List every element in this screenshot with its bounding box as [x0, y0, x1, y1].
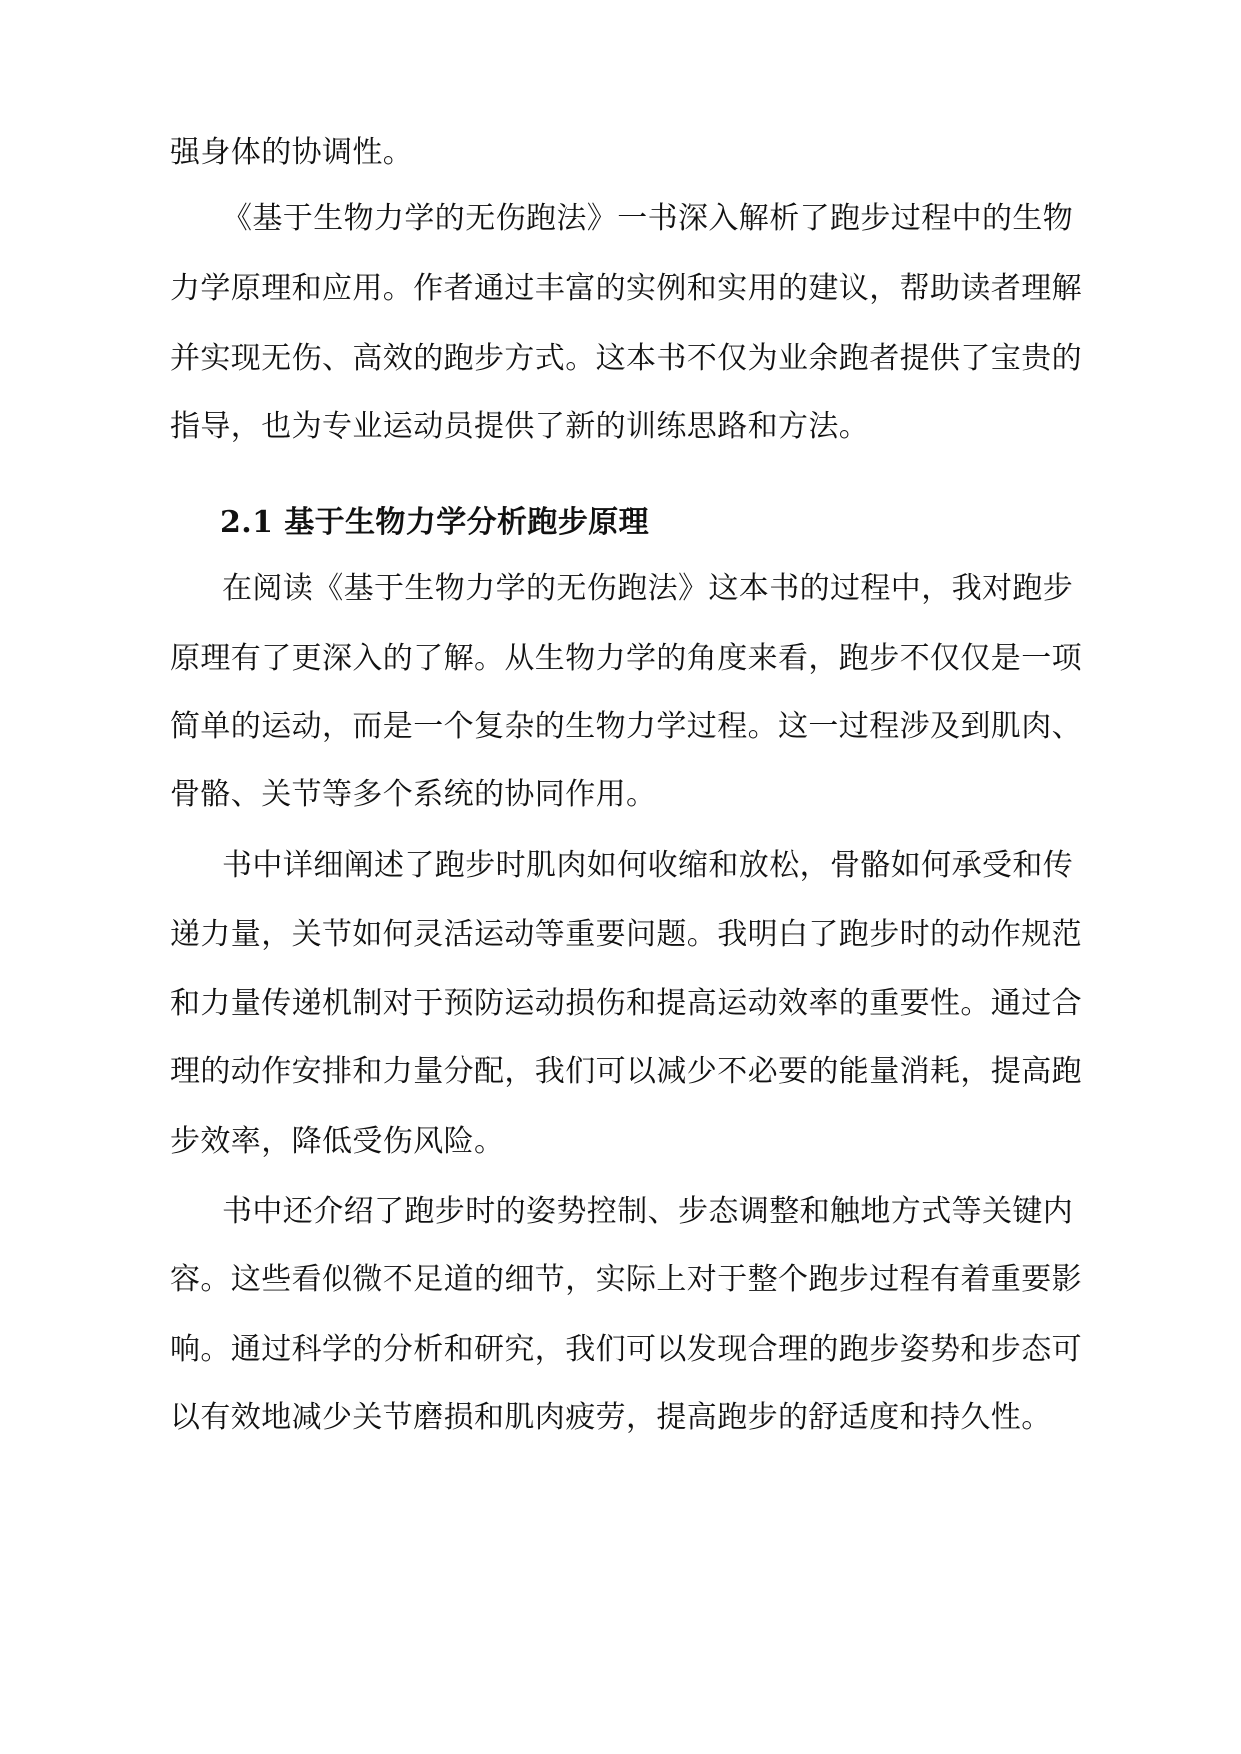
text-line: 指导，也为专业运动员提供了新的训练思路和方法。 [170, 409, 870, 444]
text-line: 以有效地减少关节磨损和肌肉疲劳，提高跑步的舒适度和持久性。 [170, 1400, 1052, 1435]
paragraph-line [0, 897, 1241, 973]
paragraph-line [0, 757, 1241, 833]
text-line: 在阅读《基于生物力学的无伤跑法》这本书的过程中，我对跑步 [222, 571, 1074, 606]
text-line: 响。通过科学的分析和研究，我们可以发现合理的跑步姿势和步态可 [170, 1332, 1082, 1367]
text-line: 并实现无伤、高效的跑步方式。这本书不仅为业余跑者提供了宝贵的 [170, 341, 1082, 376]
text-line: 递力量，关节如何灵活运动等重要问题。我明白了跑步时的动作规范 [170, 917, 1082, 952]
paragraph-line [0, 1312, 1241, 1388]
text-line: 容。这些看似微不足道的细节，实际上对于整个跑步过程有着重要影 [170, 1262, 1082, 1297]
text-line: 强身体的协调性。 [170, 135, 414, 170]
text-line: 骨骼、关节等多个系统的协同作用。 [170, 777, 657, 812]
text-line: 力学原理和应用。作者通过丰富的实例和实用的建议，帮助读者理解 [170, 271, 1082, 306]
text-line: 书中详细阐述了跑步时肌肉如何收缩和放松，骨骼如何承受和传 [222, 848, 1074, 883]
paragraph-line [0, 321, 1241, 397]
section-heading [0, 485, 1241, 561]
paragraph-line [0, 1380, 1241, 1456]
text-line: 简单的运动，而是一个复杂的生物力学过程。这一过程涉及到肌肉、 [170, 709, 1082, 744]
paragraph-line [0, 1174, 1241, 1250]
paragraph-continuation-line [0, 115, 1241, 191]
paragraph-line [0, 389, 1241, 465]
paragraph-line [0, 1242, 1241, 1318]
text-line: 原理有了更深入的了解。从生物力学的角度来看，跑步不仅仅是一项 [170, 641, 1082, 676]
section-heading-text: 2.1 基于生物力学分析跑步原理 [220, 505, 650, 540]
text-line: 理的动作安排和力量分配，我们可以减少不必要的能量消耗，提高跑 [170, 1054, 1082, 1089]
text-line: 书中还介绍了跑步时的姿势控制、步态调整和触地方式等关键内 [222, 1194, 1074, 1229]
paragraph-line [0, 828, 1241, 904]
paragraph-line [0, 689, 1241, 765]
paragraph-line [0, 966, 1241, 1042]
text-line: 步效率，降低受伤风险。 [170, 1124, 505, 1159]
text-line: 《基于生物力学的无伤跑法》一书深入解析了跑步过程中的生物 [222, 201, 1074, 236]
paragraph-line [0, 1104, 1241, 1180]
paragraph-line [0, 251, 1241, 327]
paragraph-line [0, 1034, 1241, 1110]
paragraph-line [0, 181, 1241, 257]
text-line: 和力量传递机制对于预防运动损伤和提高运动效率的重要性。通过合 [170, 986, 1082, 1021]
paragraph-line [0, 621, 1241, 697]
paragraph-line [0, 551, 1241, 627]
